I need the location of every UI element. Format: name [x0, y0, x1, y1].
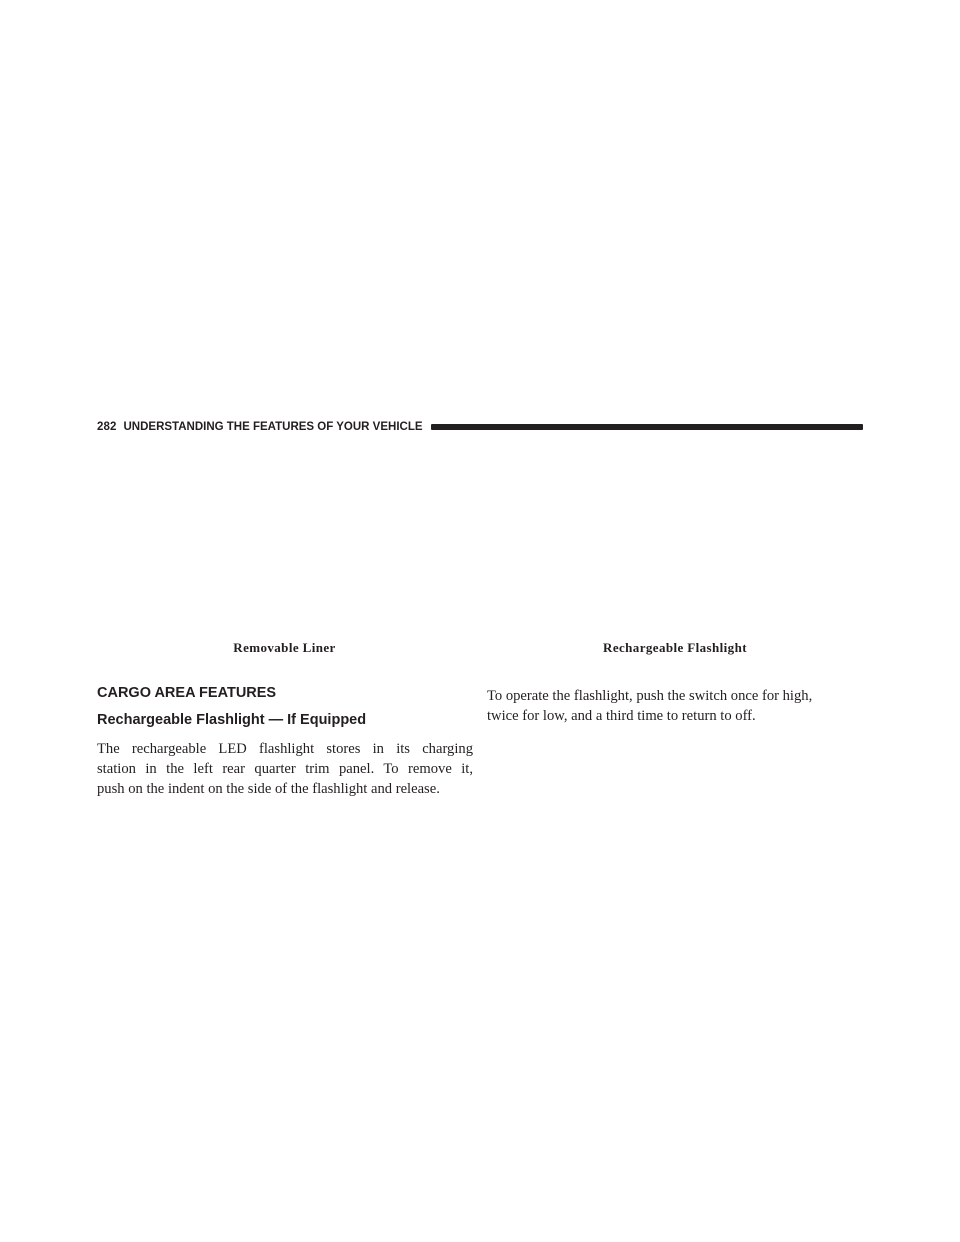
subsection-heading: Rechargeable Flashlight — If Equipped: [97, 712, 367, 728]
section-title: UNDERSTANDING THE FEATURES OF YOUR VEHICLE: [123, 421, 423, 433]
paragraph-line: The rechargeable LED flashlight stores in its charging: [97, 741, 473, 757]
paragraph-line: station in the left rear quarter trim panel. To remove it,: [97, 761, 473, 777]
running-header: [97, 419, 863, 435]
figure-caption-rechargeable-flashlight: Rechargeable Flashlight: [603, 640, 747, 655]
section-heading: CARGO AREA FEATURES: [97, 685, 277, 701]
page-number: 282: [97, 421, 117, 433]
figure-caption-removable-liner: Removable Liner: [233, 640, 336, 655]
paragraph-line: push on the indent on the side of the flashlight and release.: [97, 781, 440, 797]
left-paragraph: [97, 739, 473, 799]
paragraph-line: twice for low, and a third time to return to off.: [487, 708, 756, 724]
right-paragraph: [487, 686, 867, 726]
paragraph-line: To operate the flashlight, push the switch once for high,: [487, 688, 813, 704]
header-rule: [431, 424, 863, 430]
